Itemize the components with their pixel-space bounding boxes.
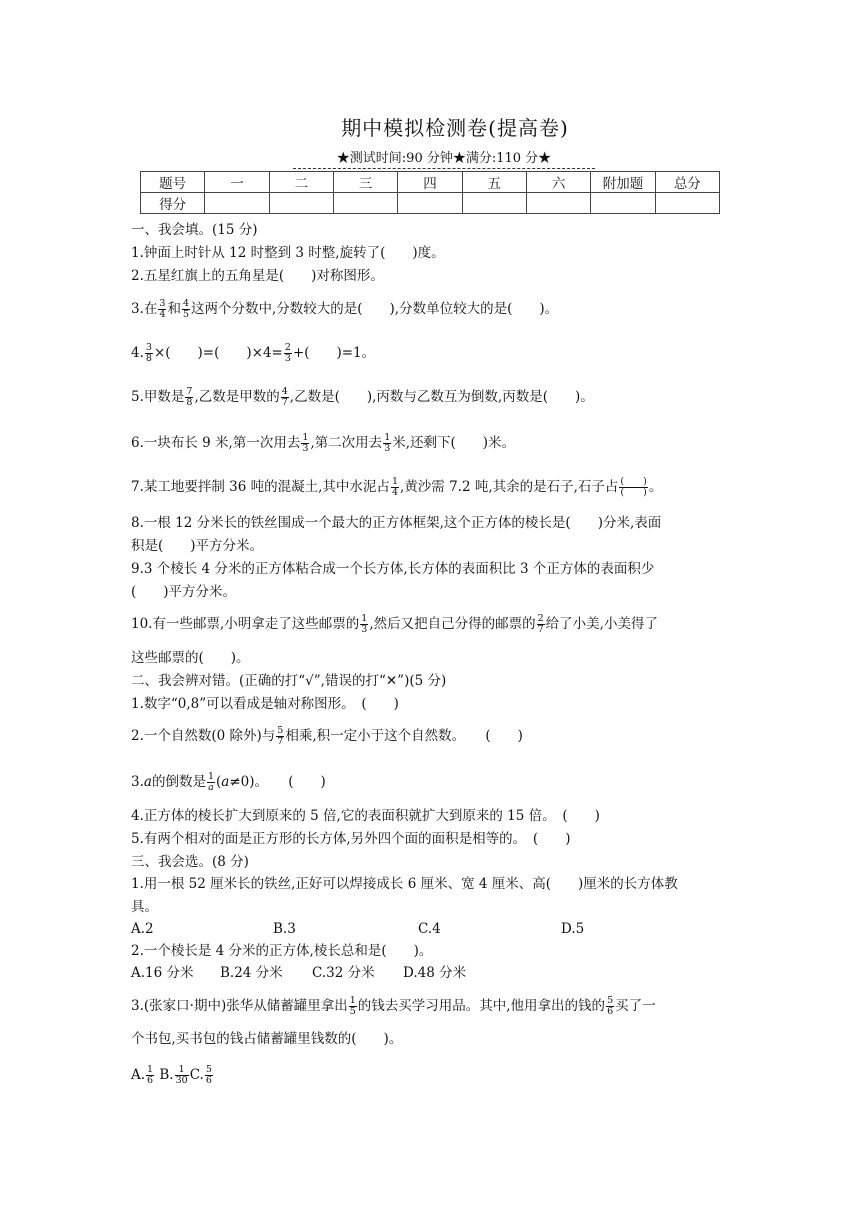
s3-q2-option-b[interactable]: B.24 分米: [220, 965, 283, 981]
q-text: 6.一块布长 9 米,第一次用去: [131, 435, 301, 451]
s1-question-9-line1: 9.3 个棱长 4 分米的正方体粘合成一个长方体,长方体的表面积比 3 个正方体的表面积少: [131, 561, 655, 577]
numerator: 1: [147, 1064, 154, 1075]
fraction: [207, 772, 215, 793]
fraction: [383, 433, 391, 454]
s2-question-3: [131, 772, 326, 793]
fraction: [276, 726, 284, 747]
s2-question-1: 1.数字“0,8”可以看成是轴对称图形。 ( ): [131, 696, 399, 712]
s3-q1-option-c[interactable]: C.4: [418, 921, 441, 937]
numerator: 1: [302, 432, 309, 443]
denominator: 8: [145, 353, 152, 364]
page-title: 期中模拟检测卷(提高卷): [341, 116, 569, 140]
denominator: 6: [147, 1075, 154, 1086]
q-text: ,然后又把自己分得的邮票的: [369, 616, 536, 632]
q-text: 10.有一些邮票,小明拿走了这些邮票的: [131, 616, 360, 632]
s3-q3-options: [131, 1065, 214, 1086]
s3-question-1-line2: 具。: [131, 899, 158, 915]
score-header-cell: 一: [205, 172, 269, 193]
fraction-blank[interactable]: [619, 477, 647, 498]
q-text: ≠0)。 ( ): [229, 774, 326, 790]
fraction: [146, 1065, 154, 1086]
denominator-blank[interactable]: ( ): [620, 487, 647, 498]
option-label: C.: [189, 1067, 204, 1083]
s3-question-3-line2: 个书包,买书包的钱占储蓄罐里钱数的( )。: [131, 1031, 403, 1047]
score-header-cell: 六: [526, 172, 590, 193]
s3-q1-option-b[interactable]: B.3: [273, 921, 296, 937]
score-cell[interactable]: [462, 193, 526, 214]
fraction: [175, 1065, 189, 1086]
q-text: ,黄沙需 7.2 吨,其余的是石子,石子占: [399, 479, 619, 495]
q-text: 3.在: [131, 301, 158, 317]
s3-q2-option-d[interactable]: D.48 分米: [403, 965, 467, 981]
s1-question-3: [131, 299, 558, 320]
s1-question-4: [131, 343, 375, 364]
numerator: 3: [159, 298, 166, 309]
q-text: 2.一个自然数(0 除外)与: [131, 728, 276, 744]
s1-question-10: [131, 614, 658, 635]
numerator: 3: [145, 342, 152, 353]
s2-question-2: [131, 726, 523, 747]
fraction: [205, 1065, 213, 1086]
fraction: [349, 996, 357, 1017]
q-text: 给了小美,小美得了: [545, 616, 658, 632]
numerator-blank[interactable]: ( ): [620, 476, 647, 487]
section2-heading: 二、我会辨对错。(正确的打“√”,错误的打“✕”)(5 分): [131, 673, 447, 689]
variable: a: [221, 774, 230, 790]
q-text: ,乙数是( ),丙数与乙数互为倒数,丙数是( )。: [289, 389, 594, 405]
numerator: 4: [182, 298, 189, 309]
q-text: +( )=1。: [292, 345, 376, 361]
score-header-cell: 总分: [655, 172, 719, 193]
denominator: 3: [384, 443, 391, 454]
s3-question-3: [131, 996, 656, 1017]
s1-question-7: [131, 477, 662, 498]
numerator: 1: [361, 613, 368, 624]
denominator: 3: [284, 353, 291, 364]
q-text: (: [216, 774, 222, 790]
fraction: [185, 387, 193, 408]
option-label: A.: [131, 1067, 146, 1083]
fraction: [537, 614, 545, 635]
q-text: 买了一: [615, 998, 656, 1014]
fraction: [182, 299, 190, 320]
score-table-header-row: [141, 172, 720, 193]
q-text: 的倒数是: [151, 774, 206, 790]
numerator: 5: [607, 995, 614, 1006]
fraction: [391, 477, 399, 498]
q-text: 3.: [131, 774, 144, 790]
score-cell[interactable]: [398, 193, 462, 214]
exam-info: ★测试时间:90 分钟★满分:110 分★: [293, 150, 595, 169]
score-header-cell: 题号: [141, 172, 205, 193]
variable: a: [143, 774, 152, 790]
s1-question-9-line2: ( )平方分米。: [131, 584, 237, 600]
score-row-label: 得分: [141, 193, 205, 214]
score-header-cell: 附加题: [591, 172, 655, 193]
denominator: 5: [349, 1006, 356, 1017]
q-text: 4.: [131, 345, 144, 361]
s1-question-5: [131, 387, 594, 408]
s1-question-2: 2.五星红旗上的五角星是( )对称图形。: [131, 268, 384, 284]
numerator: 5: [277, 725, 284, 736]
fraction: [360, 614, 368, 635]
numerator: 1: [175, 1065, 189, 1076]
denominator: 5: [182, 309, 189, 320]
numerator: 1: [391, 476, 398, 487]
s3-q1-option-d[interactable]: D.5: [561, 921, 585, 937]
fraction: [301, 433, 309, 454]
score-cell[interactable]: [655, 193, 719, 214]
section3-heading: 三、我会选。(8 分): [131, 854, 249, 870]
s3-question-2: 2.一个棱长是 4 分米的正方体,棱长总和是( )。: [131, 943, 433, 959]
numerator: 4: [281, 386, 288, 397]
q-text: 相乘,积一定小于这个自然数。 ( ): [285, 728, 523, 744]
denominator: 6: [607, 1006, 614, 1017]
s3-q3-option-a[interactable]: [131, 1064, 155, 1086]
score-table: [140, 171, 720, 214]
s2-question-4: 4.正方体的棱长扩大到原来的 5 倍,它的表面积就扩大到原来的 15 倍。 ( ): [131, 808, 600, 824]
fraction: [284, 343, 292, 364]
numerator: 7: [186, 386, 193, 397]
fraction: [145, 343, 153, 364]
numerator: 1: [207, 771, 214, 782]
s1-question-6: [131, 433, 515, 454]
s3-q3-option-c[interactable]: [189, 1064, 214, 1086]
s3-q3-option-b[interactable]: [155, 1064, 190, 1086]
denominator: 6: [205, 1075, 212, 1086]
section1-heading: 一、我会填。(15 分): [131, 222, 258, 238]
s3-question-1-line1: 1.用一根 52 厘米长的铁丝,正好可以焊接成长 6 厘米、宽 4 厘米、高( )厘米的长方体教: [131, 876, 678, 892]
q-text: ,第二次用去: [310, 435, 383, 451]
fraction: [606, 996, 614, 1017]
numerator: 2: [284, 342, 291, 353]
q-text: 和: [167, 301, 181, 317]
numerator: 1: [349, 995, 356, 1006]
q-text: 3.(张家口·期中)张华从储蓄罐里拿出: [131, 998, 348, 1014]
denominator: 7: [277, 736, 284, 747]
denominator: 3: [302, 443, 309, 454]
s3-q2-option-c[interactable]: C.32 分米: [312, 965, 375, 981]
q-text: 米,还剩下( )米。: [392, 435, 516, 451]
s1-question-10-line2: 这些邮票的( )。: [131, 650, 250, 666]
q-text: 7.某工地要拌制 36 吨的混凝土,其中水泥占: [131, 479, 390, 495]
option-label: B.: [155, 1067, 174, 1083]
score-table-score-row: [141, 193, 720, 214]
s1-question-1: 1.钟面上时针从 12 时整到 3 时整,旋转了( )度。: [131, 245, 445, 261]
score-cell[interactable]: [205, 193, 269, 214]
numerator: 5: [205, 1064, 212, 1075]
score-cell[interactable]: [333, 193, 397, 214]
denominator: 30: [175, 1075, 188, 1086]
s2-question-5: 5.有两个相对的面是正方形的长方体,另外四个面的面积是相等的。 ( ): [131, 831, 571, 847]
fraction: [281, 387, 289, 408]
score-header-cell: 四: [398, 172, 462, 193]
score-header-cell: 二: [269, 172, 333, 193]
q-text: ,乙数是甲数的: [194, 389, 280, 405]
s3-q2-option-a[interactable]: A.16 分米: [131, 965, 194, 981]
s1-question-8-line1: 8.一根 12 分米长的铁丝围成一个最大的正方体框架,这个正方体的棱长是( )分米,表面: [131, 515, 662, 531]
denominator: 8: [186, 397, 193, 408]
score-cell[interactable]: [591, 193, 655, 214]
denominator: 3: [361, 624, 368, 635]
numerator: 2: [537, 613, 544, 624]
s1-question-8-line2: 积是( )平方分米。: [131, 538, 264, 554]
denominator: 4: [159, 309, 166, 320]
score-cell[interactable]: [269, 193, 333, 214]
fraction: [158, 299, 166, 320]
score-header-cell: 五: [462, 172, 526, 193]
q-text: 。: [648, 479, 663, 495]
score-cell[interactable]: [526, 193, 590, 214]
q-text: 这两个分数中,分数较大的是( ),分数单位较大的是( )。: [190, 301, 559, 317]
score-header-cell: 三: [333, 172, 397, 193]
q-text: ×( )=( )×4=: [153, 345, 283, 361]
q-text: 的钱去买学习用品。其中,他用拿出的钱的: [357, 998, 606, 1014]
denominator: a: [208, 782, 214, 793]
denominator: 4: [391, 487, 398, 498]
numerator: 1: [384, 432, 391, 443]
denominator: 7: [281, 397, 288, 408]
s3-q1-option-a[interactable]: A.2: [131, 921, 154, 937]
denominator: 7: [537, 624, 544, 635]
q-text: 5.甲数是: [131, 389, 185, 405]
